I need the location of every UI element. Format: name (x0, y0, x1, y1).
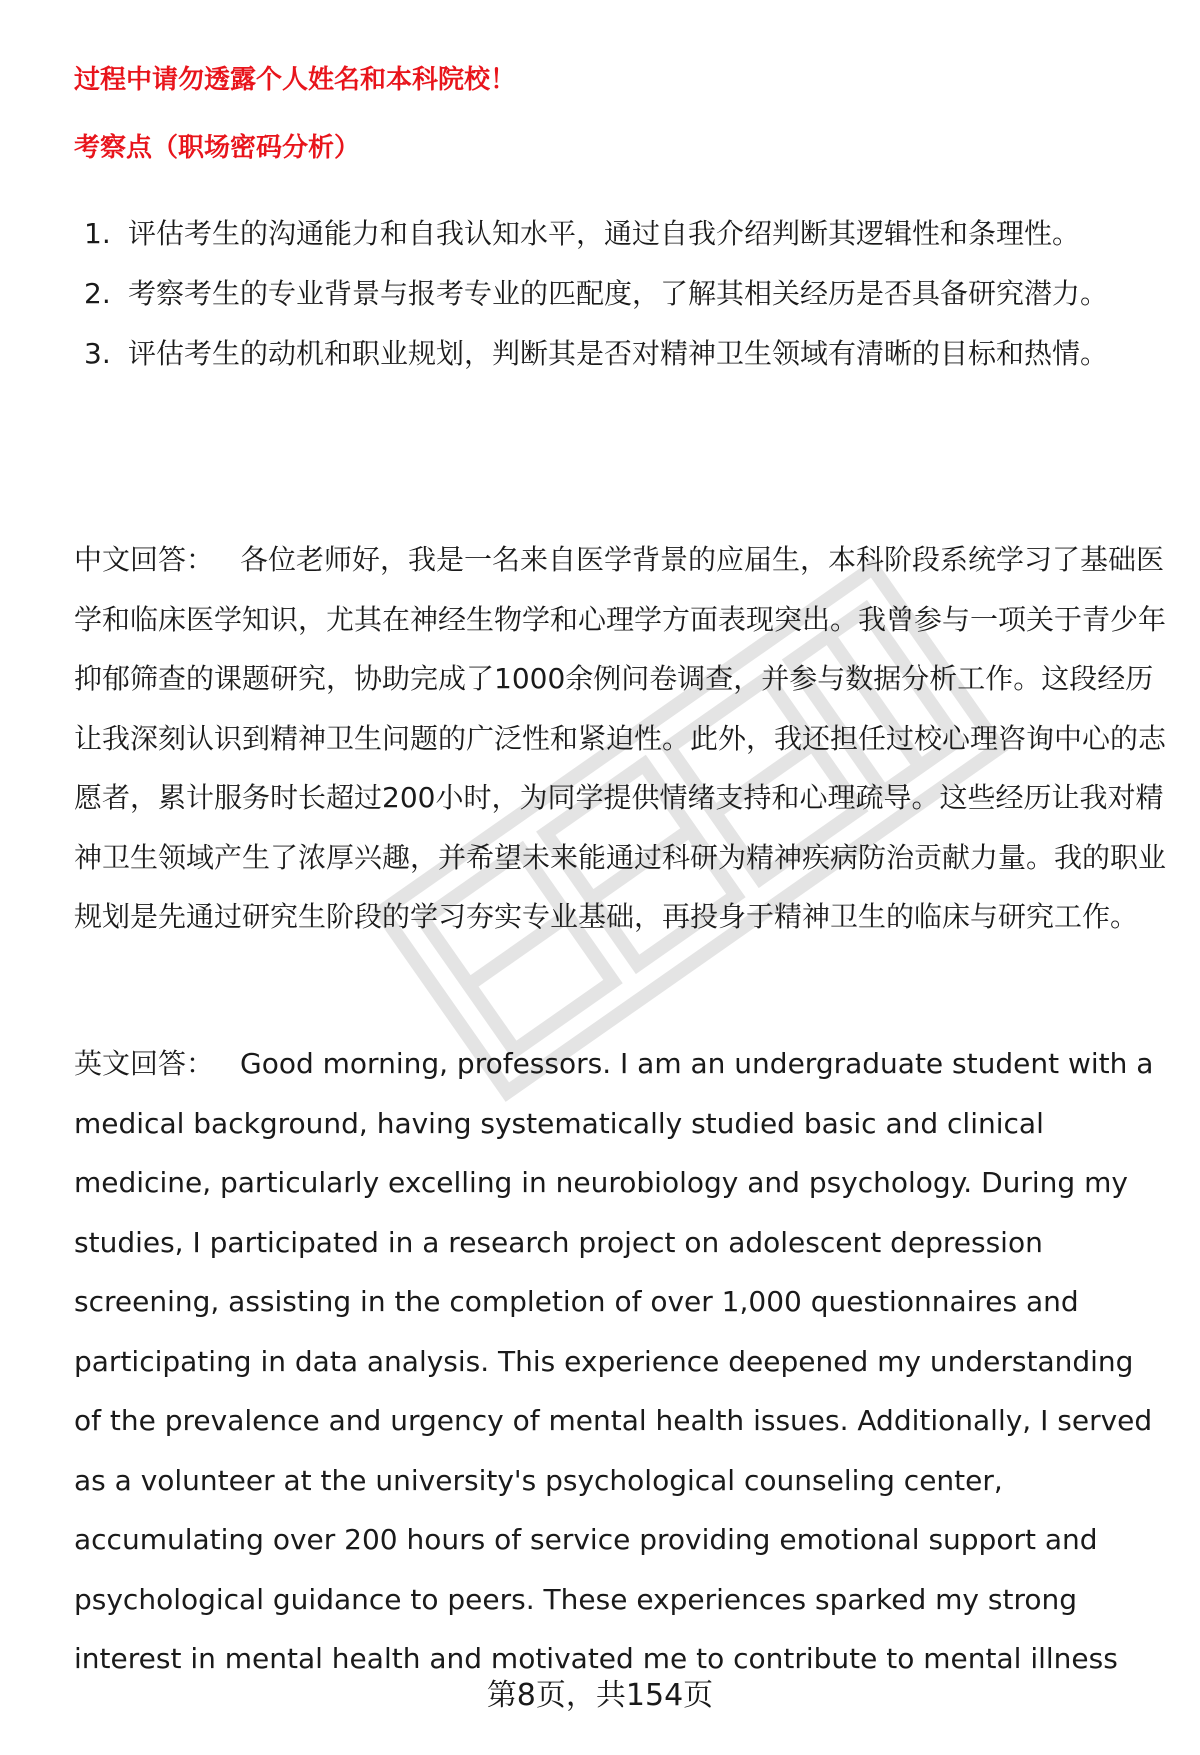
page-number-footer: 第8页，共154页 (486, 1678, 714, 1713)
chinese-answer-text: 各位老师好，我是一名来自医学背景的应届生，本科阶段系统学习了基础医学和临床医学知识，尤其在神经生物学和心理学方面表现突出。我曾参与一项关于青少年抑郁筛查的课题研究，协助完成了1000余例问卷调查，并参与数据分析工作。这段经历让我深刻认识到精神卫生问题的广泛性和紧迫性。此外，我还担任过校心理咨询中心的志愿者，累计服务时长超过200小时，为同学提供情绪支持和心理疏导。这些经历让我对精神卫生领域产生了浓厚兴趣，并希望未来能通过科研为精神疾病防治贡献力量。我的职业规划是先通过研究生阶段的学习夯实专业基础，再投身于精神卫生的临床与研究工作。 (74, 543, 1167, 933)
privacy-warning: 过程中请勿透露个人姓名和本科院校！ (74, 65, 517, 95)
chinese-answer (74, 530, 1166, 947)
list-item (74, 204, 1134, 264)
english-answer (74, 1034, 1166, 1689)
chinese-answer-label: 中文回答： (74, 543, 215, 576)
english-answer-label: 英文回答： (74, 1047, 215, 1080)
english-answer-text: Good morning, professors. I am an undergraduate student with a medical background, having systematically studied basic and clinical medicine, particularly excelling in neurobiology and psychology. During my studies, I participated in a research project on adolescent depression screening, assisting in the completion of over 1,000 questionnaires and participating in data analysis. This experience deepened my understanding of the prevalence and urgency of mental health issues. Additionally, I served as a volunteer at the university's psychological counseling center, accumulating over 200 hours of service providing emotional support and psychological guidance to peers. These experiences sparked my strong interest in mental health and motivated me to contribute to mental illness (74, 1047, 1154, 1675)
list-item-number: 3. (84, 337, 111, 370)
list-item-text: 评估考生的动机和职业规划，判断其是否对精神卫生领域有清晰的目标和热情。 (128, 337, 1109, 370)
list-item (74, 264, 1134, 324)
list-item-text: 评估考生的沟通能力和自我认知水平，通过自我介绍判断其逻辑性和条理性。 (128, 217, 1081, 250)
section-title: 考察点（职场密码分析） (74, 133, 361, 163)
list-item-number: 2. (84, 277, 111, 310)
assessment-points-list (74, 204, 1134, 384)
list-item-number: 1. (84, 217, 111, 250)
list-item-text: 考察考生的专业背景与报考专业的匹配度，了解其相关经历是否具备研究潜力。 (128, 277, 1109, 310)
list-item (74, 324, 1134, 384)
